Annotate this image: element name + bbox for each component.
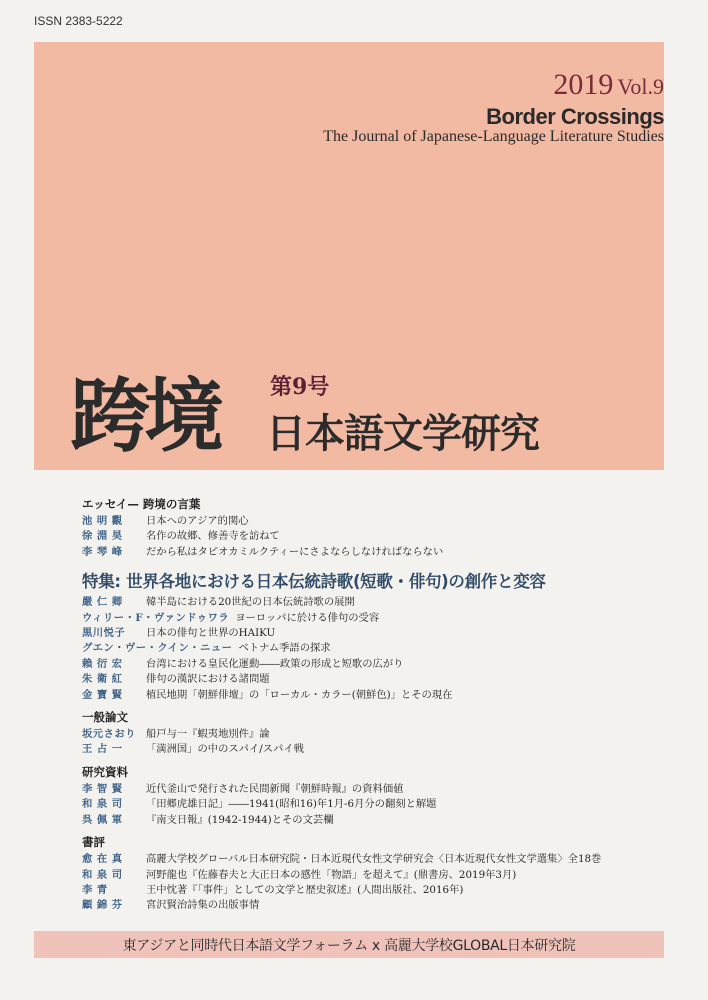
toc-author: 王 占 一 <box>82 743 123 756</box>
toc-entry <box>82 852 662 867</box>
materials-list <box>82 782 662 828</box>
toc-title: 俳句の漢訳における諸問題 <box>146 673 270 686</box>
toc-title: 宮沢賢治詩集の出版事情 <box>146 899 260 912</box>
toc-title: 河野龍也『佐藤春夫と大正日本の感性「物語」を超えて』(鼎書房、2019年3月) <box>146 868 517 881</box>
issn-number: ISSN 2383-5222 <box>34 14 123 28</box>
toc-author: 黒川悦子 <box>82 627 126 640</box>
toc-title: 日本へのアジア的関心 <box>146 515 249 527</box>
japanese-main-title: 跨境 <box>70 369 218 463</box>
toc-title: 韓半島における20世紀の日本伝統詩歌の展開 <box>146 596 355 609</box>
volume: Vol.9 <box>617 74 664 99</box>
toc-entry <box>82 545 662 560</box>
toc-title: 船戸与一『蝦夷地別件』論 <box>146 728 270 741</box>
toc-author: 朱 衛 紅 <box>82 673 123 686</box>
english-subtitle: The Journal of Japanese-Language Literature Studies <box>323 128 664 145</box>
essay-list <box>82 514 662 560</box>
toc-entry <box>82 688 662 703</box>
toc-title: 王中忱著『「事件」としての文学と歴史叙述』(人間出版社、2016年) <box>146 883 464 896</box>
toc-entry <box>82 626 662 641</box>
japanese-subtitle: 日本語文学研究 <box>266 411 539 457</box>
toc-entry <box>82 641 662 656</box>
toc-entry <box>82 657 662 672</box>
toc-author: 金 寶 賢 <box>82 688 123 701</box>
toc-entry <box>82 672 662 687</box>
toc-title: 高麗大学校グローバル日本研究院・日本近現代女性文学研究会〈日本近現代女性文学選集〉全18巻 <box>146 853 602 866</box>
toc-title: 「満洲国」の中のスパイ/スパイ戦 <box>146 743 304 756</box>
toc-entry <box>82 797 662 812</box>
toc-title: 「田郷虎雄日記」――1941(昭和16)年1月-6月分の翻刻と解題 <box>146 798 437 811</box>
masthead <box>486 70 664 130</box>
toc-author: 和 泉 司 <box>82 868 123 881</box>
toc-author: グエン・ヴー・クイン・ニュー <box>82 642 233 655</box>
toc-author: 呉 佩 軍 <box>82 813 123 826</box>
toc-entry <box>82 611 662 626</box>
toc-title: 台湾における皇民化運動――政策の形成と短歌の広がり <box>146 657 404 670</box>
toc-title: ベトナム季語の探求 <box>238 642 331 655</box>
toc-entry <box>82 514 662 529</box>
toc-entry <box>82 813 662 828</box>
toc-entry <box>82 868 662 883</box>
english-title: Border Crossings <box>486 104 664 129</box>
toc-author: 嚴 仁 卿 <box>82 596 123 609</box>
toc-title: だから私はタピオカミルクティーにさよならしなければならない <box>146 545 444 558</box>
toc-author: 顧 錦 芬 <box>82 899 123 912</box>
toc-entry <box>82 883 662 898</box>
toc-author: 徐 淵 昊 <box>82 530 123 543</box>
toc-title: 日本の俳句と世界のHAIKU <box>146 627 276 640</box>
toc-title: 植民地期「朝鮮俳壇」の「ローカル・カラー(朝鮮色)」とその現在 <box>146 688 453 701</box>
toc-entry <box>82 898 662 913</box>
issue-number: 第9号 <box>270 374 330 400</box>
toc-entry <box>82 742 662 757</box>
section-heading-feature: 特集: 世界各地における日本伝統詩歌(短歌・俳句)の創作と変容 <box>82 572 546 592</box>
toc-title: ヨーロッパに於ける俳句の受容 <box>235 611 380 624</box>
toc-author: 和 泉 司 <box>82 798 123 811</box>
section-heading-reviews: 書評 <box>82 835 105 850</box>
feature-list <box>82 595 662 703</box>
year: 2019 <box>553 68 614 101</box>
toc-title: 名作の故郷、修善寺を訪ねて <box>146 530 280 543</box>
toc-title: 『南支日報』(1942-1944)とその文芸欄 <box>146 813 334 826</box>
toc-author: ウィリー・F・ヴァンドゥワラ <box>82 611 230 624</box>
toc-author: 李 青 <box>82 883 108 896</box>
toc-entry <box>82 727 662 742</box>
general-list <box>82 727 662 758</box>
toc-author: 李 智 賢 <box>82 782 123 795</box>
toc-entry <box>82 529 662 544</box>
section-heading-materials: 研究資料 <box>82 764 128 779</box>
publisher-banner: 東アジアと同時代日本語文学フォーラム x 高麗大学校GLOBAL日本研究院 <box>34 931 664 958</box>
toc-author: 坂元さおり <box>82 728 136 741</box>
table-of-contents <box>82 490 662 914</box>
toc-author: 池 明 觀 <box>82 515 123 527</box>
toc-title: 近代釜山で発行された民間新聞『朝鮮時報』の資料価値 <box>146 782 404 795</box>
toc-author: 愈 在 真 <box>82 853 123 866</box>
section-heading-essay: エッセイ— 跨境の言葉 <box>82 497 201 511</box>
toc-entry <box>82 782 662 797</box>
year-volume <box>486 70 664 100</box>
toc-author: 賴 衍 宏 <box>82 657 123 670</box>
section-heading-general: 一般論文 <box>82 710 128 725</box>
toc-author: 李 琴 峰 <box>82 545 123 558</box>
reviews-list <box>82 852 662 914</box>
toc-entry <box>82 595 662 610</box>
